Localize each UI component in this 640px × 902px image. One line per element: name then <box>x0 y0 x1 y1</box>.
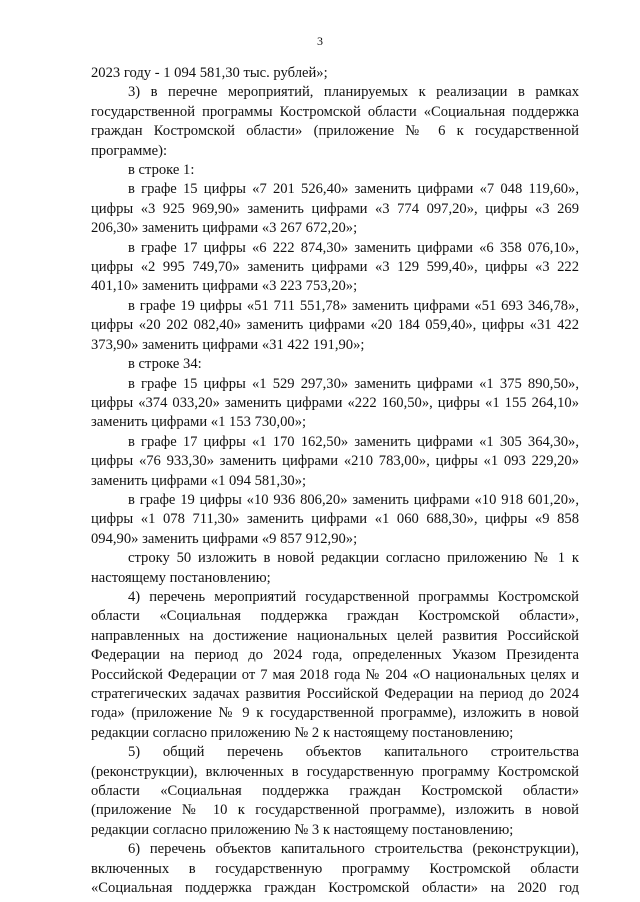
paragraph: в строке 34: <box>128 356 202 373</box>
paragraph: в графе 17 цифры «1 170 162,50» заменить цифрами «1 305 364,30», цифры «76 933,30» заменить цифрами «210 783,00», цифры «1 093 229,20» заменить цифрами «1 094 581,30»; <box>91 433 579 489</box>
paragraph: в строке 1: <box>128 162 195 179</box>
document-body <box>91 64 579 898</box>
paragraph: 4) перечень мероприятий государственной программы Костромской области «Социальная поддержка граждан Костромской области», направленных на достижение национальных целей развития Российской Федерации на период до 2024 года, определенных Указом Президента Российской Федерации от 7 мая 2018 года № 204 «О национальных целях и стратегических задачах развития Российской Федерации на период до 2024 года» (приложение № 9 к государственной программе), изложить в новой редакции согласно приложению № 2 к настоящему постановлению; <box>91 588 579 741</box>
paragraph: в графе 17 цифры «6 222 874,30» заменить цифрами «6 358 076,10», цифры «2 995 749,70» заменить цифрами «3 129 599,40», цифры «3 222 401,10» заменить цифрами «3 223 753,20»; <box>91 239 579 295</box>
page-number: 3 <box>317 34 323 48</box>
paragraph: в графе 19 цифры «51 711 551,78» заменить цифрами «51 693 346,78», цифры «20 202 082,40» заменить цифрами «20 184 059,40», цифры «31 422 373,90» заменить цифрами «31 422 191,90»; <box>91 297 579 353</box>
paragraph: в графе 15 цифры «1 529 297,30» заменить цифрами «1 375 890,50», цифры «374 033,20» заменить цифрами «222 160,50», цифры «1 155 264,10» заменить цифрами «1 153 730,00»; <box>91 375 579 431</box>
paragraph: 6) перечень объектов капитального строительства (реконструкции), включенных в государственную программу Костромской области «Социальная поддержка граждан Костромской области» на 2020 год <box>91 841 579 897</box>
paragraph: 5) общий перечень объектов капитального строительства (реконструкции), включенных в государственную программу Костромской области «Социальная поддержка граждан Костромской области» (приложение № 10 к государственной программе), изложить в новой редакции согласно приложению № 3 к настоящему постановлению; <box>91 744 579 838</box>
paragraph: строку 50 изложить в новой редакции согласно приложению № 1 к настоящему постановлению; <box>91 550 579 586</box>
paragraph: в графе 19 цифры «10 936 806,20» заменить цифрами «10 918 601,20», цифры «1 078 711,30» заменить цифрами «1 060 688,30», цифры «9 858 094,90» заменить цифрами «9 857 912,90»; <box>91 491 579 547</box>
paragraph: 3) в перечне мероприятий, планируемых к реализации в рамках государственной программы Костромской области «Социальная поддержка граждан Костромской области» (приложение № 6 к государственной программе): <box>91 84 579 159</box>
paragraph: в графе 15 цифры «7 201 526,40» заменить цифрами «7 048 119,60», цифры «3 925 969,90» заменить цифрами «3 774 097,20», цифры «3 269 206,30» заменить цифрами «3 267 672,20»; <box>91 181 579 237</box>
paragraph: 2023 году - 1 094 581,30 тыс. рублей»; <box>91 65 328 81</box>
